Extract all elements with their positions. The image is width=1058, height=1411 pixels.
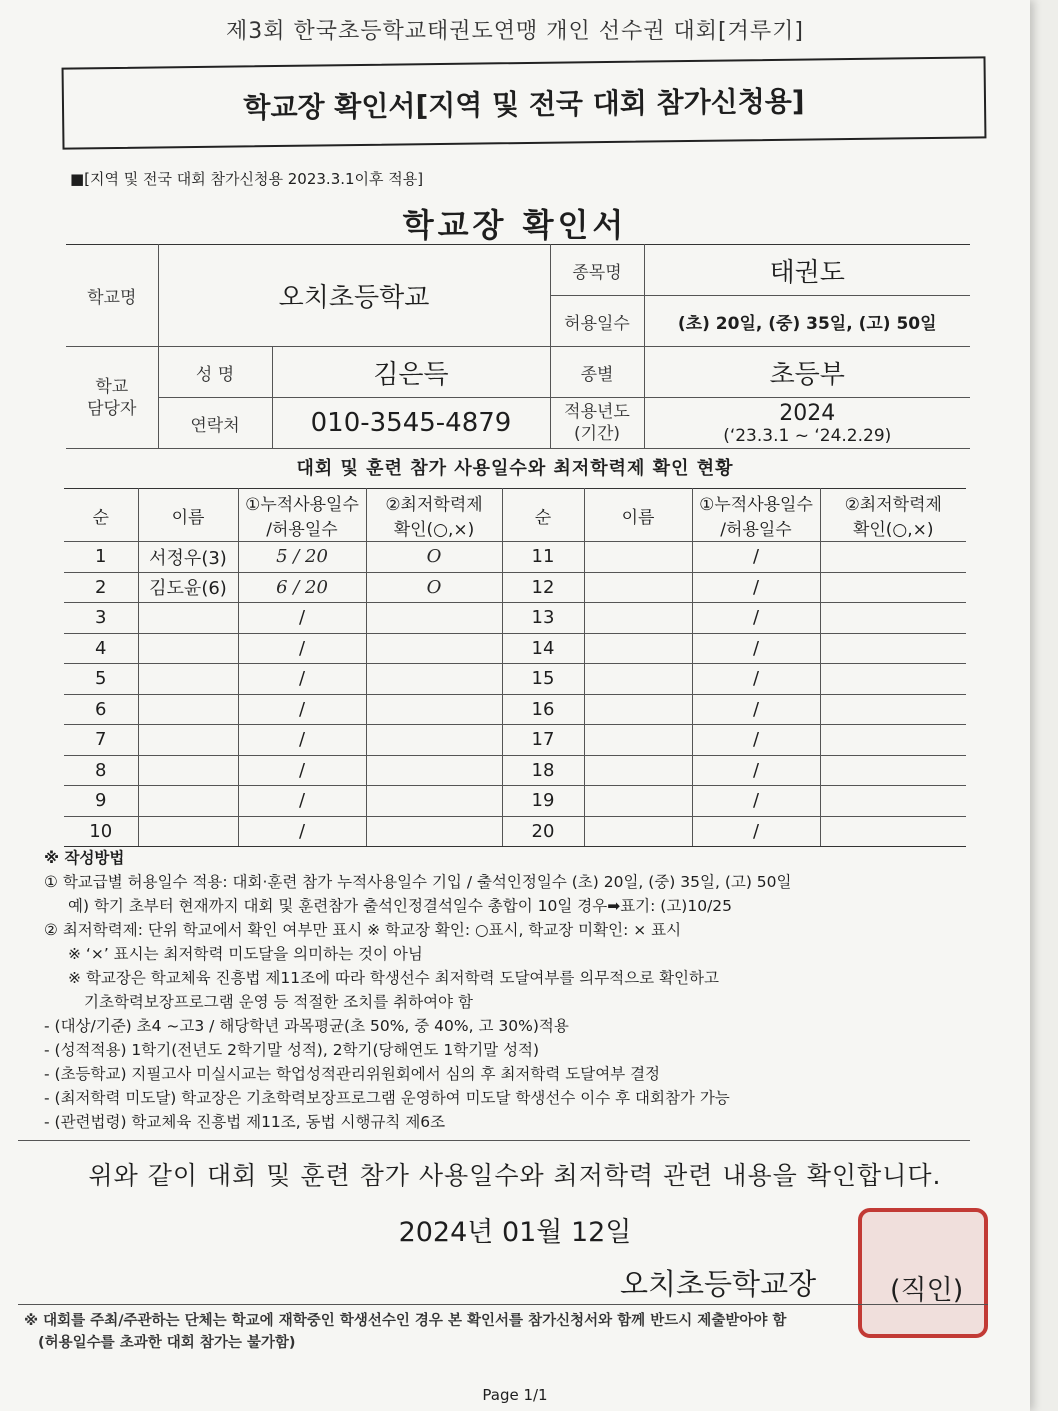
row-name [138,755,238,786]
row-name-2 [584,572,692,603]
applicability-note: ■[지역 및 전국 대회 참가신청용 2023.3.1이후 적용] [70,170,424,188]
method-title: ※ 작성방법 [44,849,125,867]
table-row [64,542,966,573]
school-name: 오치초등학교 [158,245,550,347]
row-name-2 [584,725,692,756]
row-days: / [238,694,366,725]
header-name: 이름 [138,489,238,542]
row-name-2 [584,633,692,664]
main-title: 학교장 확인서 [402,206,628,244]
row-check [366,725,502,756]
method-line: - (성적적용) 1학기(전년도 2학기말 성적), 2학기(당해연도 1학기말 성적) [44,1041,540,1059]
row-days-2: / [692,542,820,573]
seal-label: (직인) [890,1275,964,1306]
row-no: 9 [64,786,138,817]
table-row [64,633,966,664]
row-days-2: / [692,725,820,756]
row-days: / [238,603,366,634]
row-days: / [238,633,366,664]
row-check [366,755,502,786]
row-check: O [366,542,502,573]
row-name-2 [584,694,692,725]
footer-note [24,1310,786,1354]
info-table [66,244,970,449]
row-name [138,786,238,817]
row-name [138,633,238,664]
row-no-2: 11 [502,542,584,573]
method-line: ※ ‘×’ 표시는 최저학력 미도달을 의미하는 것이 아님 [68,945,423,963]
row-no-2: 13 [502,603,584,634]
row-check: O [366,572,502,603]
row-check [366,786,502,817]
row-days-2: / [692,664,820,695]
table-row [64,786,966,817]
header-name-2: 이름 [584,489,692,542]
year-label: 적용년도 (기간) [550,398,644,449]
row-name [138,664,238,695]
method-line: - (초등학교) 지필고사 미실시교는 학업성적관리위원회에서 심의 후 최저학력 도달여부 결정 [44,1065,661,1083]
table-row [64,664,966,695]
page-number: Page 1/1 [482,1386,548,1404]
row-days: 6 / 20 [238,572,366,603]
row-name [138,603,238,634]
row-check [366,633,502,664]
manager-name: 김은득 [272,347,550,398]
row-name-2 [584,603,692,634]
row-days: 5 / 20 [238,542,366,573]
contact-label: 연락처 [158,398,272,449]
row-no-2: 20 [502,816,584,847]
row-days-2: / [692,633,820,664]
method-line: ※ 학교장은 학교체육 진흥법 제11조에 따라 학생선수 최저학력 도달여부를 의무적으로 확인하고 [68,969,719,987]
row-name-2 [584,755,692,786]
row-days-2: / [692,786,820,817]
document-title: 학교장 확인서[지역 및 전국 대회 참가신청용] [243,84,805,125]
document-title-box [62,56,987,149]
writing-method [44,846,984,1134]
header-days-2: ①누적사용일수 /허용일수 [692,489,820,542]
table-row [64,816,966,847]
row-name-2 [584,786,692,817]
table-row [64,572,966,603]
row-days: / [238,755,366,786]
row-check [366,694,502,725]
header-no: 순 [64,489,138,542]
days-label: 허용일수 [550,296,644,347]
table-row [64,694,966,725]
row-name-2 [584,542,692,573]
next-page-edge [1030,0,1058,1411]
method-line: - (관련법령) 학교체육 진흥법 제11조, 동법 시행규칙 제6조 [44,1113,446,1131]
method-line: - (최저학력 미도달) 학교장은 기초학력보장프로그램 운영하여 미도달 학생선수 이수 후 대회참가 가능 [44,1089,730,1107]
row-check-2 [820,694,966,725]
row-no-2: 14 [502,633,584,664]
row-name-2 [584,664,692,695]
row-days: / [238,816,366,847]
row-no: 3 [64,603,138,634]
footer-line: ※ 대회를 주최/주관하는 단체는 학교에 재학중인 학생선수인 경우 본 확인서를 참가신청서와 함께 반드시 제출받아야 함 [24,1313,787,1329]
table-row [64,755,966,786]
row-no: 5 [64,664,138,695]
header-no-2: 순 [502,489,584,542]
row-name [138,725,238,756]
row-no: 6 [64,694,138,725]
table-row [64,725,966,756]
row-check-2 [820,786,966,817]
athlete-table [64,488,966,847]
section-title: 대회 및 훈련 참가 사용일수와 최저학력제 확인 현황 [296,458,734,479]
method-line: ① 학교급별 허용일수 적용: 대회·훈련 참가 누적사용일수 기입 / 출석인정일수 (초) 20일, (중) 35일, (고) 50일 [44,873,792,891]
days-value: (초) 20일, (중) 35일, (고) 50일 [644,296,970,347]
header-days: ①누적사용일수 /허용일수 [238,489,366,542]
row-no: 4 [64,633,138,664]
row-check-2 [820,664,966,695]
period-value: (‘23.3.1 ~ ‘24.2.29) [723,425,892,446]
row-name: 김도윤(6) [138,572,238,603]
row-name: 서정우(3) [138,542,238,573]
year-value: 2024 [779,400,836,426]
row-days-2: / [692,816,820,847]
method-line: - (대상/기준) 초4 ~고3 / 해당학년 과목평균(초 50%, 중 40%, 고 30%)적용 [44,1017,569,1035]
row-check-2 [820,633,966,664]
row-check-2 [820,542,966,573]
row-no-2: 17 [502,725,584,756]
row-name [138,694,238,725]
row-no-2: 15 [502,664,584,695]
row-no-2: 12 [502,572,584,603]
row-days: / [238,725,366,756]
row-days: / [238,786,366,817]
school-label: 학교명 [66,245,158,347]
row-no-2: 19 [502,786,584,817]
row-days-2: / [692,603,820,634]
row-days-2: / [692,694,820,725]
row-no: 2 [64,572,138,603]
row-name [138,816,238,847]
method-line: ② 최저학력제: 단위 학교에서 확인 여부만 표시 ※ 학교장 확인: ○표시, 학교장 미확인: × 표시 [44,921,682,939]
row-no-2: 16 [502,694,584,725]
name-label: 성 명 [158,347,272,398]
row-days-2: / [692,755,820,786]
row-no: 7 [64,725,138,756]
year-cell [644,398,970,449]
method-line: 예) 학기 초부터 현재까지 대회 및 훈련참가 출석인정결석일수 총합이 10일 경우➡표기: (고)10/25 [68,897,733,915]
header-check-2: ②최저학력제 확인(○,×) [820,489,966,542]
row-check [366,664,502,695]
manager-label: 학교 담당자 [66,347,158,449]
principal-name: 오치초등학교장 [620,1267,817,1301]
row-no: 8 [64,755,138,786]
event-title: 제3회 한국초등학교태권도연맹 개인 선수권 대회[겨루기] [226,19,804,44]
sport-value: 태권도 [644,245,970,296]
footer-line: (허용일수를 초과한 대회 참가는 불가함) [38,1335,296,1351]
method-line: 기초학력보장프로그램 운영 등 적절한 조치를 취하여야 함 [84,993,473,1011]
divider [18,1140,970,1141]
row-check-2 [820,755,966,786]
row-check-2 [820,572,966,603]
row-check-2 [820,603,966,634]
row-days: / [238,664,366,695]
issue-date: 2024년 01월 12일 [398,1217,632,1248]
contact-value: 010-3545-4879 [272,398,550,449]
row-days-2: / [692,572,820,603]
division-label: 종별 [550,347,644,398]
row-no: 1 [64,542,138,573]
row-check [366,603,502,634]
row-check-2 [820,816,966,847]
divider [18,1304,988,1305]
confirmation-text: 위와 같이 대회 및 훈련 참가 사용일수와 최저학력 관련 내용을 확인합니다. [88,1161,942,1190]
table-header-row [64,489,966,542]
sport-label: 종목명 [550,245,644,296]
division-value: 초등부 [644,347,970,398]
header-check: ②최저학력제 확인(○,×) [366,489,502,542]
row-no-2: 18 [502,755,584,786]
row-check [366,816,502,847]
row-name-2 [584,816,692,847]
row-no: 10 [64,816,138,847]
table-row [64,603,966,634]
row-check-2 [820,725,966,756]
